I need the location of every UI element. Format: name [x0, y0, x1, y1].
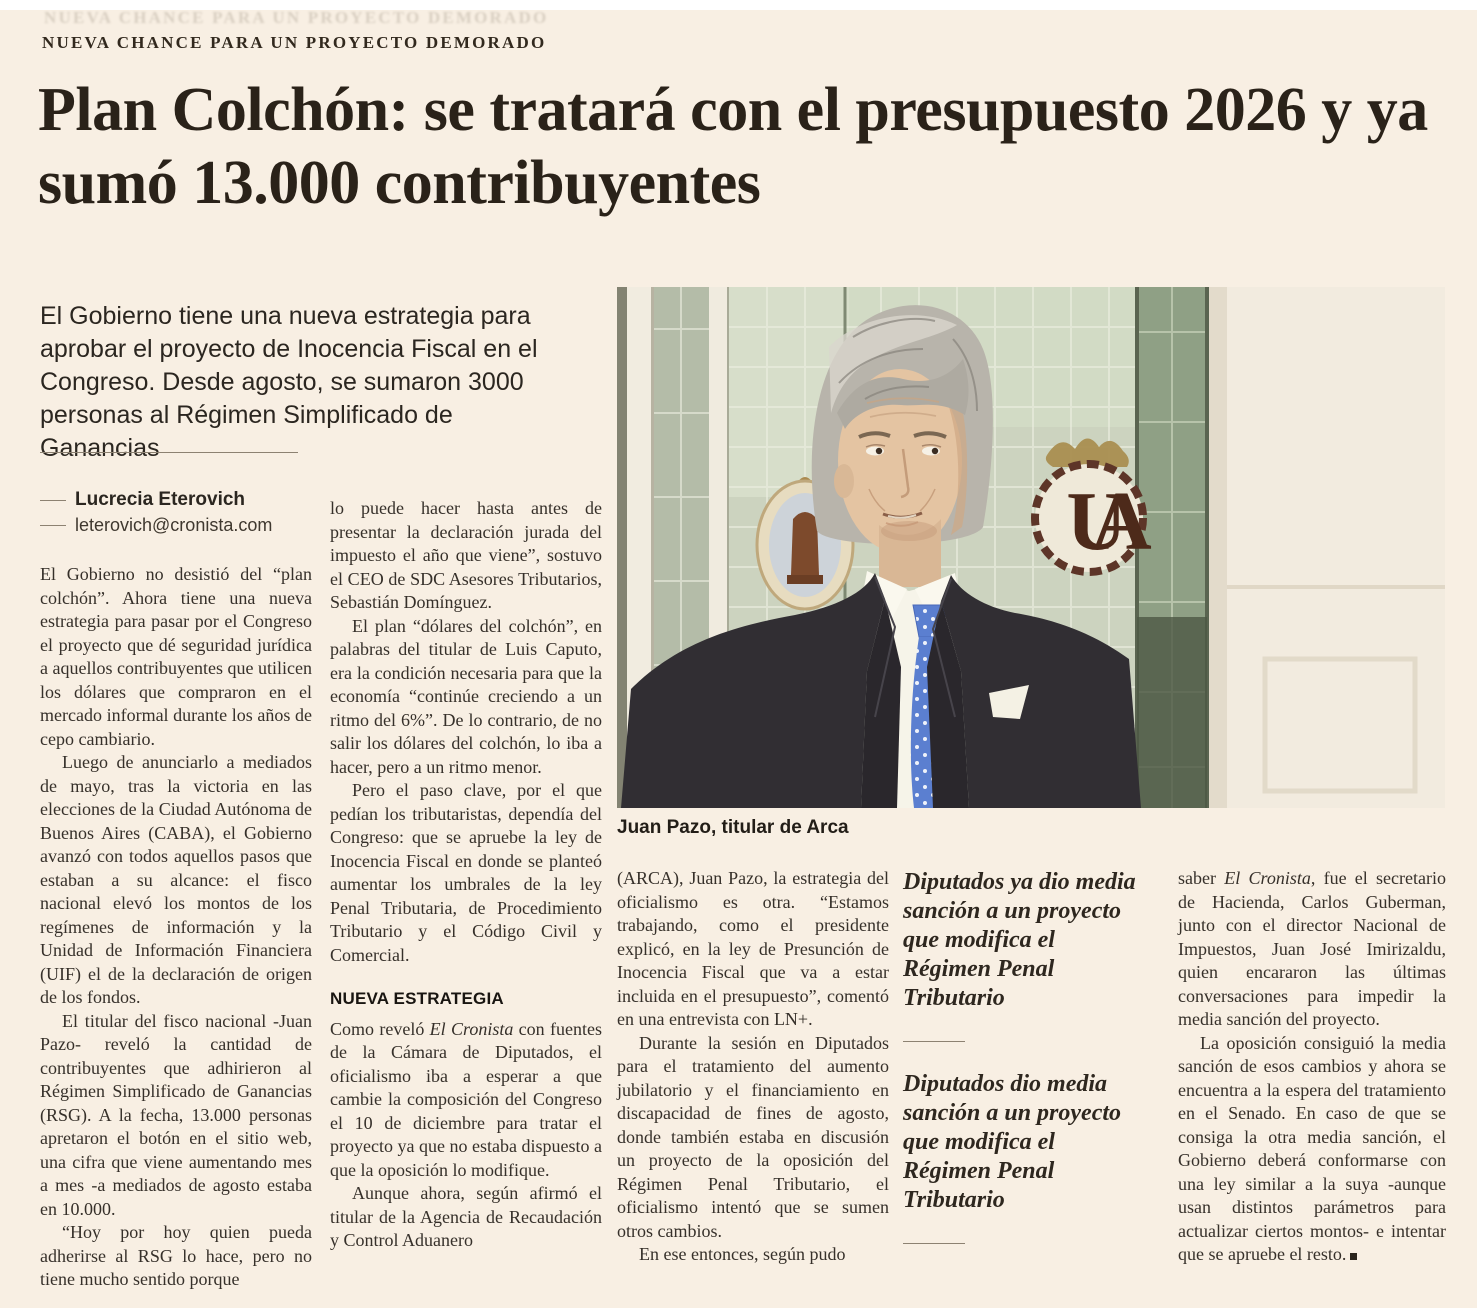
body-paragraph: Aunque ahora, según afirmó el titular de la Agencia de Recaudación y Control Aduanero	[330, 1183, 602, 1250]
byline-author: Lucrecia Eterovich	[75, 489, 246, 510]
body-paragraph: El plan “dólares del colchón”, en palabras del titular de Luis Caputo, era la condición necesaria para que la economía “continúe creciendo a un ritmo del 6%”. De lo contrario, de no salir los dólares del colchón, lo iba a hacer, pero a un ritmo menor.	[330, 615, 602, 777]
article-end-mark	[1350, 1253, 1357, 1260]
byline-dash-icon	[40, 500, 66, 501]
article-kicker: NUEVA CHANCE PARA UN PROYECTO DEMORADO	[42, 33, 547, 52]
byline-email: leterovich@cronista.com	[75, 515, 273, 535]
pull-quote-rule	[903, 1243, 965, 1244]
byline	[40, 489, 272, 540]
body-paragraph: Luego de anunciarlo a mediados de mayo, tras la victoria en las elecciones de la Ciudad Autónoma de Buenos Aires (CABA), el Gobierno avanzó con todos aquellos pasos que estaban a su alcance: el fisco nacional elevó los montos de los regímenes de información y la Unidad de Información Financiera (UIF) el de la declaración de origen de los fondos.	[40, 752, 312, 1007]
body-paragraph: Durante la sesión en Diputados para el tratamiento del aumento jubilatorio y el financiamiento en discapacidad de fines de agosto, donde también estaba en discusión un proyecto de la oposición del Régimen Penal Tributario, el oficialismo intentó que se sumen otros cambios.	[617, 1032, 889, 1241]
article-standfirst: El Gobierno tiene una nueva estrategia para aprobar el proyecto de Inocencia Fiscal en el Congreso. Desde agosto, se sumaron 3000 personas al Régimen Simplificado de Ganancias	[40, 302, 538, 462]
photo-caption: Juan Pazo, titular de Arca	[617, 817, 849, 838]
body-column-1	[40, 563, 312, 1292]
body-paragraph: La oposición consiguió la media sanción de esos cambios y ahora se encuentra a la espera del tratamiento en el Senado. En caso de que se consiga la otra media sanción, el Gobierno deberá conformarse con una ley similar a la suya -aunque usan distintos parámetros para actualizar ciertos montos- e intentar que se apruebe el resto.	[1178, 1032, 1446, 1264]
body-paragraph: lo puede hacer hasta antes de presentar la declaración jurada del impuesto el año que viene”, sostuvo el CEO de SDC Asesores Tributarios, Sebastián Domínguez.	[330, 498, 602, 612]
pull-quote-column	[903, 868, 1140, 1272]
print-showthrough: NUEVA CHANCE PARA UN PROYECTO DEMORADO	[44, 8, 549, 27]
emblem-monogram-letters: UA	[1066, 475, 1116, 568]
body-paragraph: El Gobierno no desistió del “plan colchón”. Ahora tiene una nueva estrategia para pasar por el Congreso el proyecto que dé seguridad jurídica a aquellos contribuyentes que utilicen los dólares que compraron en el mercado informal durante los años de cepo cambiario.	[40, 564, 312, 749]
section-subhead: NUEVA ESTRATEGIA	[330, 989, 504, 1008]
byline-rule	[40, 452, 298, 453]
pull-quote: Diputados dio media sanción a un proyecto que modifica el Régimen Penal Tributario	[903, 1071, 1122, 1213]
pull-quote: Diputados ya dio media sanción a un proyecto que modifica el Régimen Penal Tributario	[903, 869, 1136, 1011]
body-column-2	[330, 497, 602, 1253]
byline-dash-icon	[40, 525, 66, 526]
article-headline: Plan Colchón: se tratará con el presupuesto 2026 y ya sumó 13.000 contribuyentes	[38, 76, 1428, 217]
body-paragraph: “Hoy por hoy quien pueda adherirse al RSG lo hace, pero no tiene mucho sentido porque	[40, 1222, 312, 1289]
body-paragraph: El titular del fisco nacional -Juan Pazo- reveló la cantidad de contribuyentes que adhirieron al Régimen Simplificado de Ganancias (RSG). A la fecha, 13.000 personas apretaron el botón en el sitio web, una cifra que viene aumentando mes a mes -a mediados de agosto estaba en 10.000.	[40, 1010, 312, 1219]
door-panel	[1209, 287, 1445, 808]
body-column-3	[617, 867, 889, 1267]
body-paragraph: (ARCA), Juan Pazo, la estrategia del oficialismo es otra. “Estamos trabajando, como el presidente explicó, en la ley de Presunción de Inocencia Fiscal que va a estar incluida en el presupuesto”, comentó en una entrevista con LN+.	[617, 868, 889, 1029]
body-paragraph: En ese entonces, según pudo	[639, 1244, 846, 1264]
body-paragraph: Pero el paso clave, por el que pedían los tributaristas, dependía del Congreso: que se apruebe la ley de Inocencia Fiscal en donde se planteó aumentar los umbrales de la ley Penal Tributaria, de Procedimiento Tributario y el Código Civil y Comercial.	[330, 780, 602, 965]
body-paragraph: Como reveló El Cronista con fuentes de la Cámara de Diputados, el oficialismo iba a esperar a que cambie la composición del Congreso el 10 de diciembre para tratar el proyecto ya que no estaba dispuesto a que la oposición lo modifique.	[330, 1018, 602, 1180]
article-photo	[617, 287, 1445, 808]
body-column-5	[1178, 867, 1446, 1267]
pull-quote-rule	[903, 1041, 965, 1042]
body-paragraph: saber El Cronista, fue el secretario de Hacienda, Carlos Guberman, junto con el director Nacional de Impuestos, Juan José Imirizaldu, quien encararon las últimas conversaciones para impedir la media sanción del proyecto.	[1178, 868, 1446, 1029]
